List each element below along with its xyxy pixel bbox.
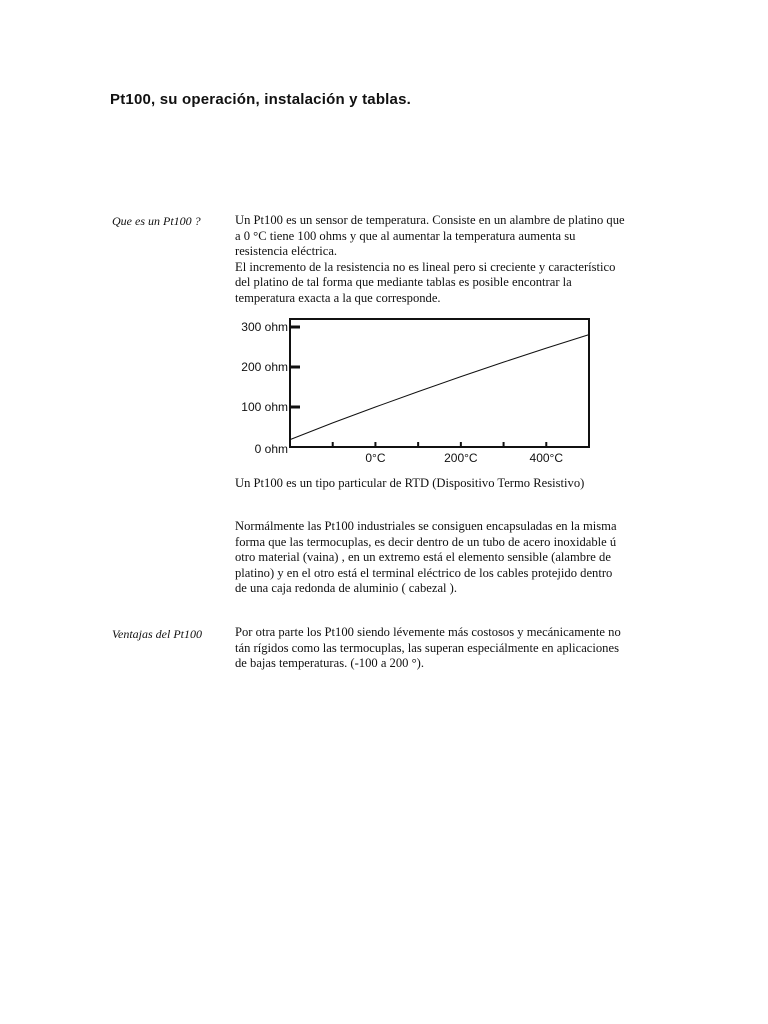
y-tick-label: 300 ohm	[241, 320, 288, 334]
ventajas-text: Por otra parte los Pt100 siendo lévemente más costosos y mecánicamente no tán rígidos como las termocuplas, las superan especiálmente en aplicaciones de bajas temperaturas. (-100 a 200 °).	[235, 625, 621, 670]
page-title: Pt100, su operación, instalación y tablas.	[110, 91, 412, 108]
intro-paragraph-1: Un Pt100 es un sensor de temperatura. Consiste en un alambre de platino que a 0 °C tiene 100 ohms y que al aumentar la temperatura aumenta su resistencia eléctrica.	[235, 213, 625, 258]
section-label-que-es: Que es un Pt100 ?	[112, 214, 201, 228]
resistance-chart	[230, 314, 600, 474]
y-tick-label: 0 ohm	[254, 442, 288, 456]
plot-frame	[290, 319, 589, 447]
y-tick-label: 200 ohm	[241, 360, 288, 374]
intro-text	[235, 213, 625, 306]
y-tick-label: 100 ohm	[241, 400, 288, 414]
resistance-line	[290, 335, 589, 440]
industrial-note: Normálmente las Pt100 industriales se consiguen encapsuladas en la misma forma que las termocuplas, es decir dentro de un tubo de acero inoxidable ú otro material (vaina) , en un extremo está el elemento sensible (alambre de platino) y en el otro está el terminal eléctrico de los cables protejido dentro de una caja redonda de aluminio ( cabezal ).	[235, 519, 617, 595]
x-tick-label: 400°C	[529, 451, 564, 465]
x-tick-label: 200°C	[444, 451, 478, 465]
rtd-note: Un Pt100 es un tipo particular de RTD (Dispositivo Termo Resistivo)	[235, 476, 585, 490]
x-tick-label: 0°C	[365, 451, 386, 465]
resistance-chart-svg	[230, 314, 600, 474]
intro-paragraph-2: El incremento de la resistencia no es lineal pero si creciente y característico del platino de tal forma que mediante tablas es posible encontrar la temperatura exacta a la que corresponde.	[235, 259, 616, 305]
section-label-ventajas: Ventajas del Pt100	[112, 627, 202, 641]
